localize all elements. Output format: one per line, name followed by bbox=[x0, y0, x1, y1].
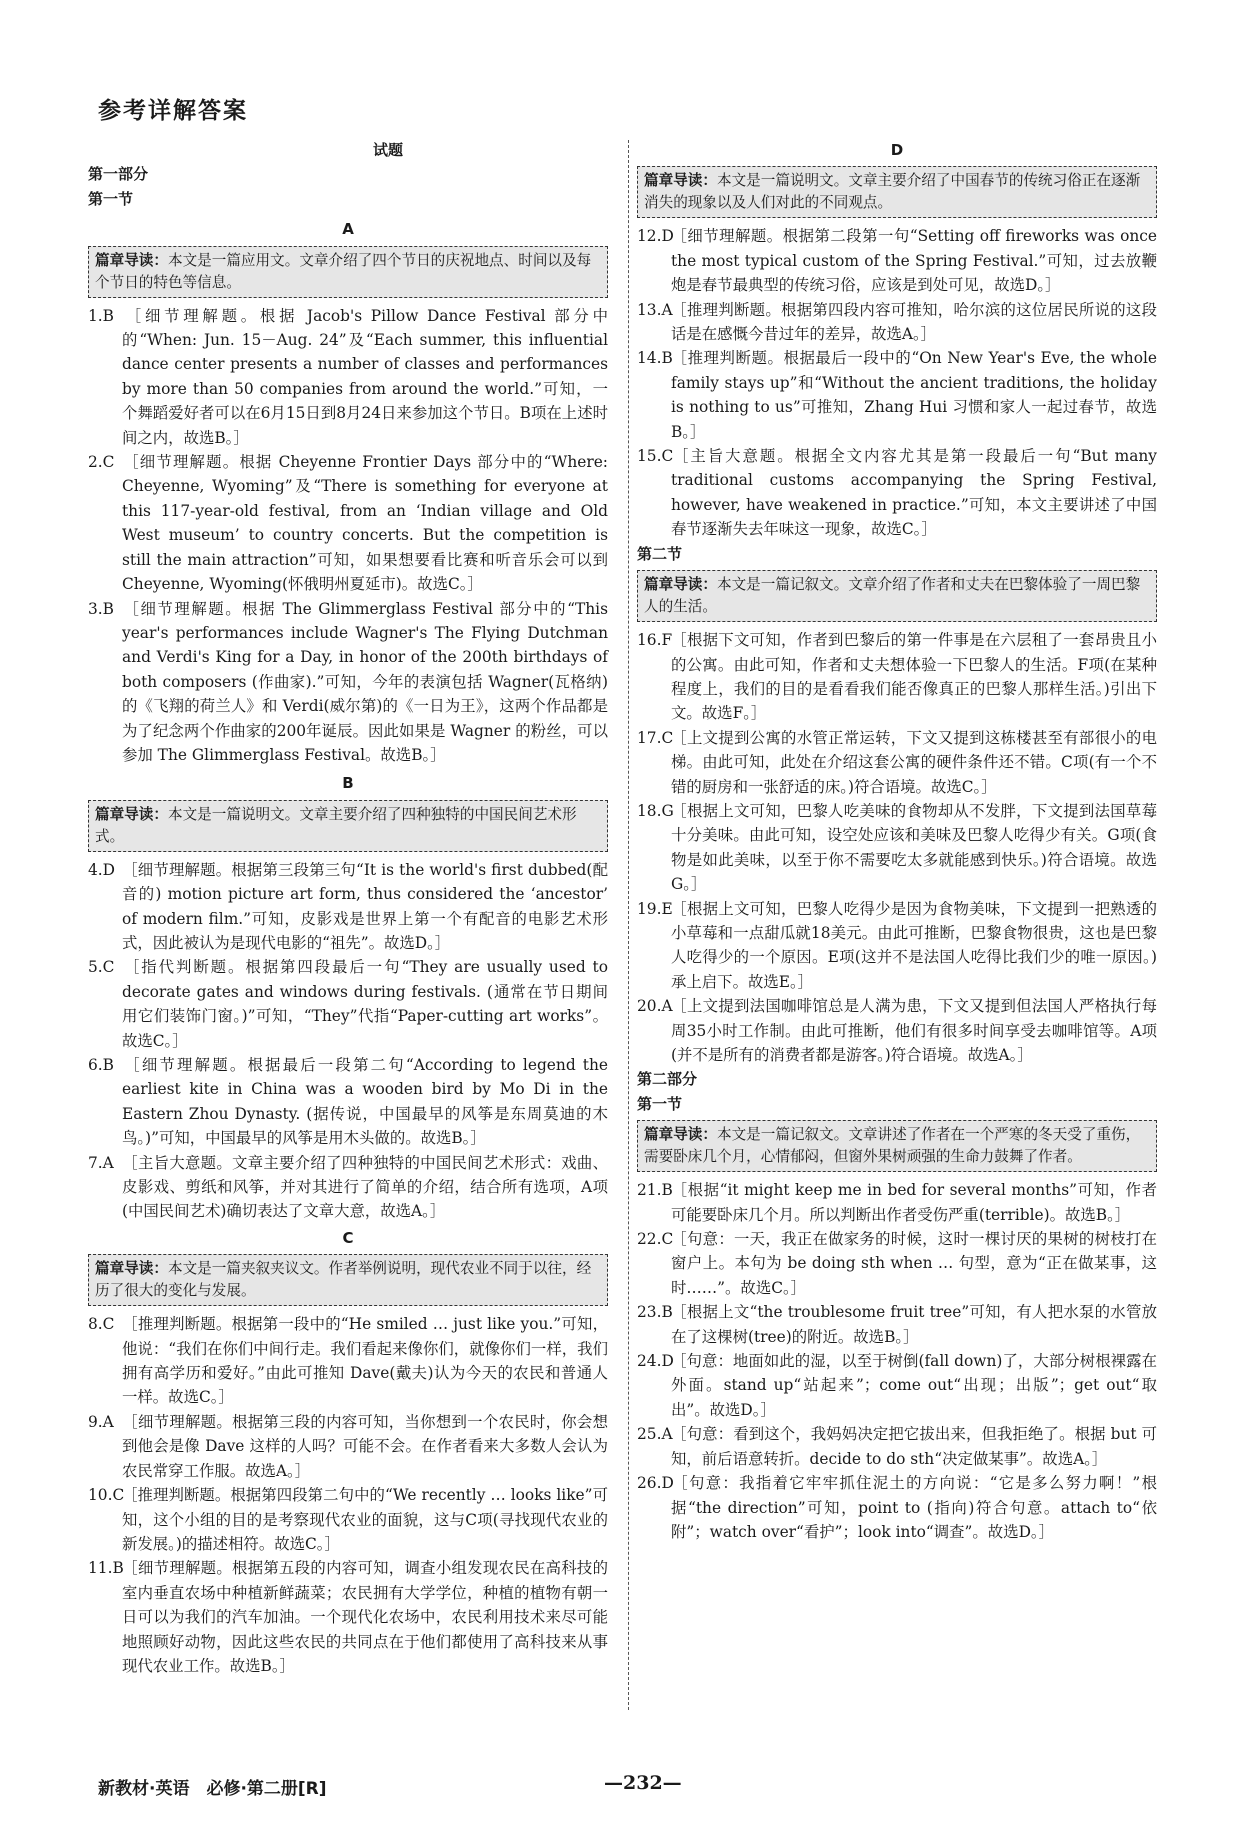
passage-guide-d bbox=[637, 166, 1157, 218]
page-number: —232— bbox=[604, 1772, 682, 1794]
passage-letter-a: A bbox=[342, 220, 354, 239]
answer-item: 23.B［根据上文“the troublesome fruit tree”可知，有人把水泵的水管放在了这棵树(tree)的附近。故选B。］ bbox=[637, 1303, 1157, 1346]
passage-letter-d: D bbox=[890, 141, 904, 159]
guide-text: 本文是一篇记叙文。文章介绍了作者和丈夫在巴黎体验了一周巴黎人的生活。 bbox=[644, 576, 1141, 616]
answer-item: 5.C ［指代判断题。根据第四段最后一句“They are usually used to decorate gates and windows during festivals. (通常在节日期间用它们装饰门窗。)”可知，“They”代指“Paper-cutting art works”。故选C。］ bbox=[88, 958, 608, 1050]
answer-item: 2.C ［细节理解题。根据 Cheyenne Frontier Days 部分中的“Where: Cheyenne, Wyoming”及“There is something for everyone at this 117-year-old festival, from an ‘Indian village and Old West museum’ to country concerts. But the competition is still the main attraction”可知，如果想要看比赛和听音乐会可以到 Cheyenne, Wyoming(怀俄明州夏延市)。故选C。］ bbox=[88, 453, 608, 594]
answer-item: 7.A ［主旨大意题。文章主要介绍了四种独特的中国民间艺术形式：戏曲、皮影戏、剪纸和风筝，并对其进行了简单的介绍，结合所有选项，A项(中国民间艺术)确切表达了文章大意，故选A。］ bbox=[88, 1153, 608, 1221]
answer-item: 8.C ［推理判断题。根据第一段中的“He smiled … just like you.”可知，他说：“我们在你们中间行走。我们看起来像你们，就像你们一样，我们拥有高学历和爱好。”由此可推知 Dave(戴夫)认为今天的农民和普通人一样。故选C。］ bbox=[88, 1315, 608, 1407]
section-title-2: 第二节 bbox=[637, 544, 683, 563]
answer-item: 24.D［句意：地面如此的湿，以至于树倒(fall down)了，大部分树根裸露在外面。stand up“站起来”；come out“出现；出版”；get out“取出”。故选D。］ bbox=[637, 1352, 1157, 1419]
answer-item: 20.A［上文提到法国咖啡馆总是人满为患，下文又提到但法国人严格执行每周35小时工作制。由此可推断，他们有很多时间享受去咖啡馆等。A项(并不是所有的消费者都是游客。)符合语境。故选A。］ bbox=[637, 997, 1157, 1064]
section-title-2-1: 第一节 bbox=[637, 1094, 683, 1113]
left-column bbox=[88, 138, 608, 1678]
right-column bbox=[637, 138, 1157, 1544]
answer-item: 4.D ［细节理解题。根据第三段第三句“It is the world's first dubbed(配音的) motion picture art form, thus considered the ‘ancestor’ of modern film.”可知，皮影戏是世界上第一个有配音的电影艺术形式，因此被认为是现代电影的“祖先”。故选D。］ bbox=[88, 860, 608, 952]
passage-guide-p2 bbox=[637, 1120, 1157, 1172]
answer-item: 9.A ［细节理解题。根据第三段的内容可知，当你想到一个农民时，你会想到他会是像 Dave 这样的人吗？可能不会。在作者看来大多数人会认为农民常穿工作服。故选A。］ bbox=[88, 1412, 608, 1480]
answer-item: 3.B ［细节理解题。根据 The Glimmerglass Festival 部分中的“This year's performances include Wagner's The Flying Dutchman and Verdi's King for a Day, in honor of the 200th birthdays of both composers (作曲家).”可知，今年的表演包括 Wagner(瓦格纳)的《飞翔的荷兰人》和 Verdi(威尔第)的《一日为王》，这两个作品都是为了纪念两个作曲家的200年诞辰。因此如果是 Wagner 的粉丝，可以参加 The Glimmerglass Festival。故选B。］ bbox=[88, 599, 608, 764]
answer-item: 14.B［推理判断题。根据最后一段中的“On New Year's Eve, the whole family stays up”和“Without the ancient traditions, the holiday is nothing to us”可推知，Zhang Hui 习惯和家人一起过春节，故选B。］ bbox=[637, 349, 1157, 441]
guide-text: 本文是一篇说明文。文章主要介绍了四种独特的中国民间艺术形式。 bbox=[95, 805, 577, 845]
footer-book-title: 新教材·英语 必修·第二册[R] bbox=[98, 1779, 327, 1799]
guide-label: 篇章导读： bbox=[644, 576, 717, 594]
answer-item: 22.C［句意：一天，我正在做家务的时候，这时一棵讨厌的果树的树枝打在窗户上。本句为 be doing sth when … 句型，意为“正在做某事，这时……”。故选C。］ bbox=[637, 1230, 1157, 1297]
passage-guide-a bbox=[88, 246, 608, 298]
guide-text: 本文是一篇记叙文。文章讲述了作者在一个严寒的冬天受了重伤，需要卧床几个月，心情郁闷，但窗外果树顽强的生命力鼓舞了作者。 bbox=[644, 1126, 1141, 1166]
answer-item: 10.C［推理判断题。根据第四段第二句中的“We recently … looks like”可知，这个小组的目的是考察现代农业的面貌，这与C项(寻找现代农业的新发展。)的描述相符。故选C。］ bbox=[88, 1486, 608, 1553]
guide-text: 本文是一篇应用文。文章介绍了四个节日的庆祝地点、时间以及每个节日的特色等信息。 bbox=[95, 251, 592, 291]
answer-item: 12.D［细节理解题。根据第二段第一句“Setting off fireworks was once the most typical custom of the Spring Festival.”可知，过去放鞭炮是春节最典型的传统习俗，应该是到处可见，故选D。］ bbox=[637, 227, 1157, 295]
guide-label: 篇章导读： bbox=[95, 251, 168, 269]
answer-item: 15.C［主旨大意题。根据全文内容尤其是第一段最后一句“But many traditional customs accompanying the Spring Festival, however, have weakened in practice.”可知，本文主要讲述了中国春节逐渐失去年味这一现象，故选C。］ bbox=[637, 447, 1157, 539]
guide-label: 篇章导读： bbox=[95, 805, 168, 823]
passage-guide-s2 bbox=[637, 570, 1157, 622]
answer-item: 1.B ［细节理解题。根据 Jacob's Pillow Dance Festival 部分中的“When: Jun. 15－Aug. 24”及“Each summer, this influential dance center presents a number of classes and performances by more than 50 companies from around the world.”可知，一个舞蹈爱好者可以在6月15日到8月24日来参加这个节日。B项在上述时间之内，故选B。］ bbox=[88, 306, 608, 447]
answer-item: 18.G［根据上文可知，巴黎人吃美味的食物却从不发胖，下文提到法国草莓十分美味。由此可知，设空处应该和美味及巴黎人吃得少有关。G项(食物是如此美味，以至于你不需要吃太多就能感到快乐。)符合语境。故选G。］ bbox=[637, 801, 1157, 894]
answer-item: 16.F［根据下文可知，作者到巴黎后的第一件事是在六层租了一套昂贵且小的公寓。由此可知，作者和丈夫想体验一下巴黎人的生活。F项(在某种程度上，我们的目的是看看我们能否像真正的巴黎人那样生活。)引出下文。故选F。］ bbox=[637, 631, 1157, 723]
answer-item: 25.A［句意：看到这个，我妈妈决定把它拔出来，但我拒绝了。根据 but 可知，前后语意转折。decide to do sth“决定做某事”。故选A。］ bbox=[637, 1425, 1157, 1468]
answer-item: 6.B ［细节理解题。根据最后一段第二句“According to legend the earliest kite in China was a wooden bird by Mo Di in the Eastern Zhou Dynasty. (据传说，中国最早的风筝是东周莫迪的木鸟。)”可知，中国最早的风筝是用木头做的。故选B。］ bbox=[88, 1056, 608, 1148]
passage-letter-b: B bbox=[342, 774, 354, 793]
guide-label: 篇章导读： bbox=[95, 1260, 168, 1278]
section-title-questions: 试题 bbox=[372, 141, 403, 159]
answer-item: 26.D［句意：我指着它牢牢抓住泥土的方向说：“它是多么努力啊！”根据“the direction”可知，point to (指向)符合句意。attach to“依附”；watch over“看护”；look into“调查”。故选D。］ bbox=[637, 1474, 1157, 1541]
column-divider bbox=[628, 140, 629, 1710]
guide-label: 篇章导读： bbox=[644, 1126, 717, 1144]
answer-item: 19.E［根据上文可知，巴黎人吃得少是因为食物美味，下文提到一把熟透的小草莓和一点甜瓜就18美元。由此可推断，巴黎食物很贵，这也是巴黎人吃得少的一个原因。E项(这并不是法国人吃得比我们少的唯一原因。)承上启下。故选E。］ bbox=[637, 899, 1157, 991]
answer-item: 17.C［上文提到公寓的水管正常运转，下文又提到这栋楼甚至有部很小的电梯。由此可知，此处在介绍这套公寓的硬件条件还不错。C项(有一个不错的厨房和一张舒适的床。)符合语境。故选C。］ bbox=[637, 728, 1157, 796]
section-title: 第一节 bbox=[88, 189, 134, 208]
page-header: 参考详解答案 bbox=[98, 98, 248, 124]
passage-guide-c bbox=[88, 1254, 608, 1306]
part-title-2: 第二部分 bbox=[637, 1070, 698, 1089]
guide-text: 本文是一篇说明文。文章主要介绍了中国春节的传统习俗正在逐渐消失的现象以及人们对此的不同观点。 bbox=[644, 172, 1141, 212]
answer-item: 11.B［细节理解题。根据第五段的内容可知，调查小组发现农民在高科技的室内垂直农场中种植新鲜蔬菜；农民拥有大学学位，种植的植物有朝一日可以为我们的汽车加油。一个现代化农场中，农民利用技术来尽可能地照顾好动物，因此这些农民的共同点在于他们都使用了高科技来从事现代农业工作。故选B。］ bbox=[88, 1559, 608, 1675]
part-title: 第一部分 bbox=[88, 165, 149, 184]
passage-guide-b bbox=[88, 800, 608, 852]
answer-item: 21.B［根据“it might keep me in bed for several months”可知，作者可能要卧床几个月。所以判断出作者受伤严重(terrible)。故选B。］ bbox=[637, 1181, 1157, 1224]
guide-label: 篇章导读： bbox=[644, 172, 717, 190]
passage-letter-c: C bbox=[342, 1228, 354, 1247]
answer-item: 13.A［推理判断题。根据第四段内容可推知，哈尔滨的这位居民所说的这段话是在感慨今昔过年的差异，故选A。］ bbox=[637, 300, 1157, 344]
guide-text: 本文是一篇夹叙夹议文。作者举例说明，现代农业不同于以往，经历了很大的变化与发展。 bbox=[95, 1260, 592, 1300]
